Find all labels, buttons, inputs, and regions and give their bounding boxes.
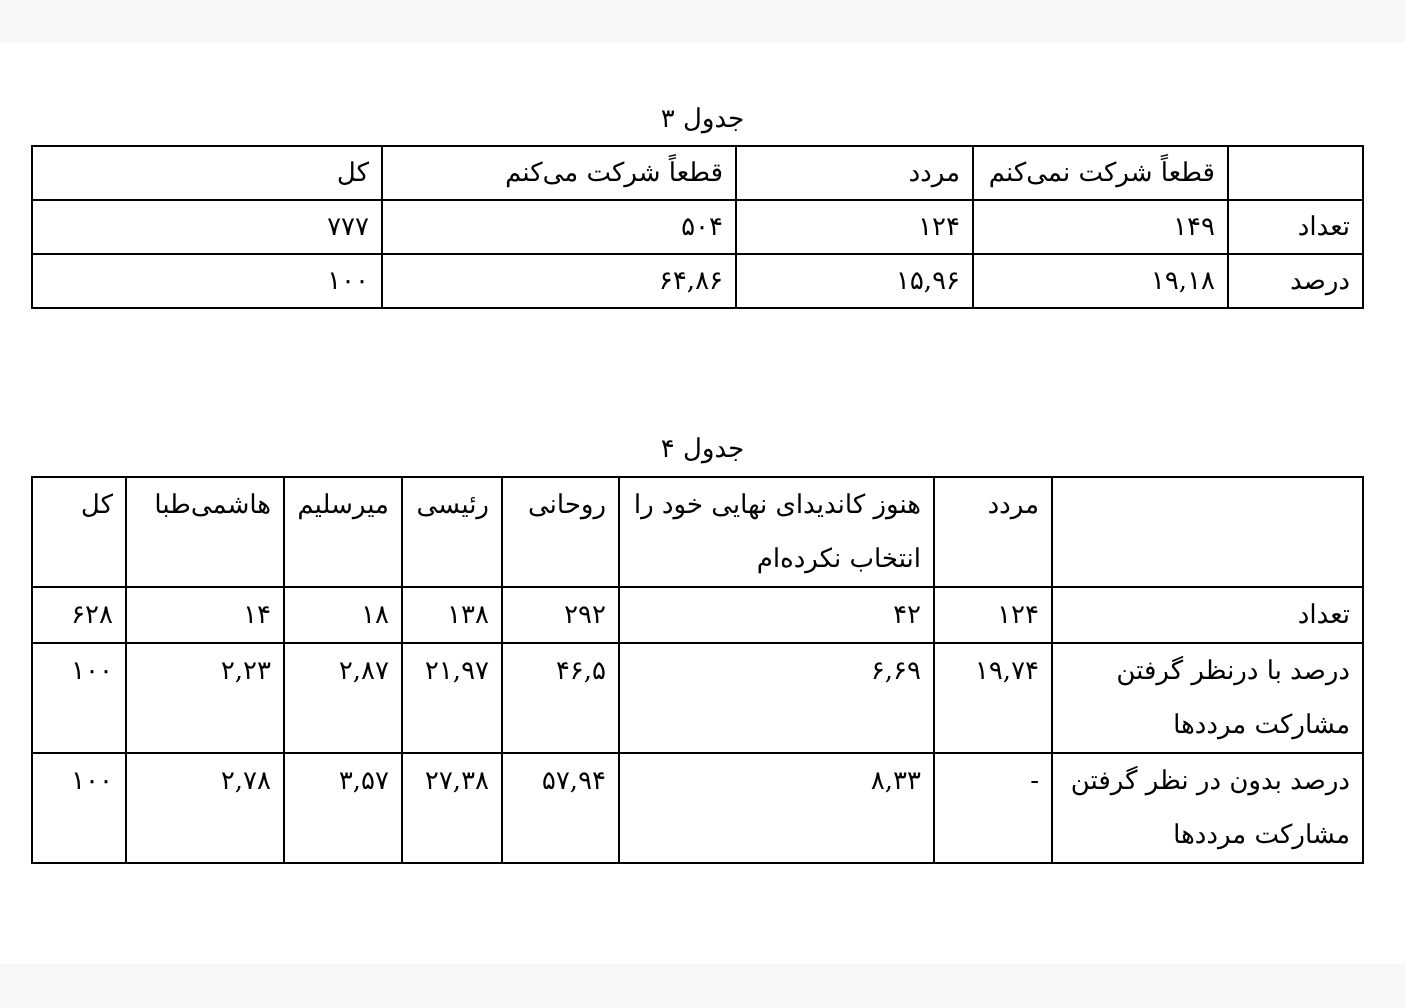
table-cell: ۱۲۴ (934, 587, 1052, 643)
table-3-header-cell: قطعاً شرکت نمی‌کنم (973, 146, 1228, 200)
table-cell: ۱۹,۷۴ (934, 643, 1052, 753)
table-cell: ۲,۷۸ (126, 753, 284, 863)
table-row (32, 753, 1363, 863)
table-4-caption: جدول ۴ (660, 434, 745, 464)
table-3-header-cell: مردد (736, 146, 973, 200)
table-4-header-cell: مردد (934, 477, 1052, 587)
row-label: تعداد (1228, 200, 1363, 254)
table-4-header-cell: هنوز کاندیدای نهایی خود را انتخاب نکرده‌ام (619, 477, 934, 587)
table-row (32, 643, 1363, 753)
table-cell: ۲۹۲ (502, 587, 619, 643)
table-3-header-cell (1228, 146, 1363, 200)
row-label: درصد بدون در نظر گرفتن مشارکت مرددها (1052, 753, 1363, 863)
table-cell: ۳,۵۷ (284, 753, 402, 863)
table-3 (31, 145, 1364, 309)
table-cell: ۱۰۰ (32, 753, 126, 863)
table-cell: ۷۷۷ (32, 200, 382, 254)
table-cell: ۸,۳۳ (619, 753, 934, 863)
table-cell: - (934, 753, 1052, 863)
table-cell: ۱۹,۱۸ (973, 254, 1228, 308)
table-cell: ۱۴۹ (973, 200, 1228, 254)
table-4-header-cell: روحانی (502, 477, 619, 587)
table-4-header-row (32, 477, 1363, 587)
table-4-header-cell: کل (32, 477, 126, 587)
row-label: تعداد (1052, 587, 1363, 643)
table-4-header-cell: میرسلیم (284, 477, 402, 587)
table-cell: ۲,۲۳ (126, 643, 284, 753)
table-3-header-cell: کل (32, 146, 382, 200)
table-cell: ۱۰۰ (32, 254, 382, 308)
table-cell: ۲,۸۷ (284, 643, 402, 753)
table-4-header-cell: هاشمی‌طبا (126, 477, 284, 587)
table-cell: ۴۶,۵ (502, 643, 619, 753)
table-cell: ۱۲۴ (736, 200, 973, 254)
row-label: درصد (1228, 254, 1363, 308)
table-row (32, 200, 1363, 254)
table-3-header-row (32, 146, 1363, 200)
table-cell: ۶۲۸ (32, 587, 126, 643)
table-cell: ۲۱,۹۷ (402, 643, 502, 753)
table-cell: ۱۳۸ (402, 587, 502, 643)
table-cell: ۶,۶۹ (619, 643, 934, 753)
table-4-header-cell: رئیسی (402, 477, 502, 587)
table-cell: ۴۲ (619, 587, 934, 643)
table-cell: ۱۴ (126, 587, 284, 643)
table-row (32, 254, 1363, 308)
table-4 (31, 476, 1364, 864)
table-row (32, 587, 1363, 643)
table-cell: ۵۷,۹۴ (502, 753, 619, 863)
table-3-header-cell: قطعاً شرکت می‌کنم (382, 146, 736, 200)
table-cell: ۱۵,۹۶ (736, 254, 973, 308)
table-cell: ۲۷,۳۸ (402, 753, 502, 863)
document-page (0, 42, 1405, 964)
table-3-caption: جدول ۳ (660, 104, 745, 134)
row-label: درصد با درنظر گرفتن مشارکت مرددها (1052, 643, 1363, 753)
table-4-header-cell (1052, 477, 1363, 587)
table-cell: ۱۰۰ (32, 643, 126, 753)
table-cell: ۶۴,۸۶ (382, 254, 736, 308)
table-cell: ۵۰۴ (382, 200, 736, 254)
table-cell: ۱۸ (284, 587, 402, 643)
